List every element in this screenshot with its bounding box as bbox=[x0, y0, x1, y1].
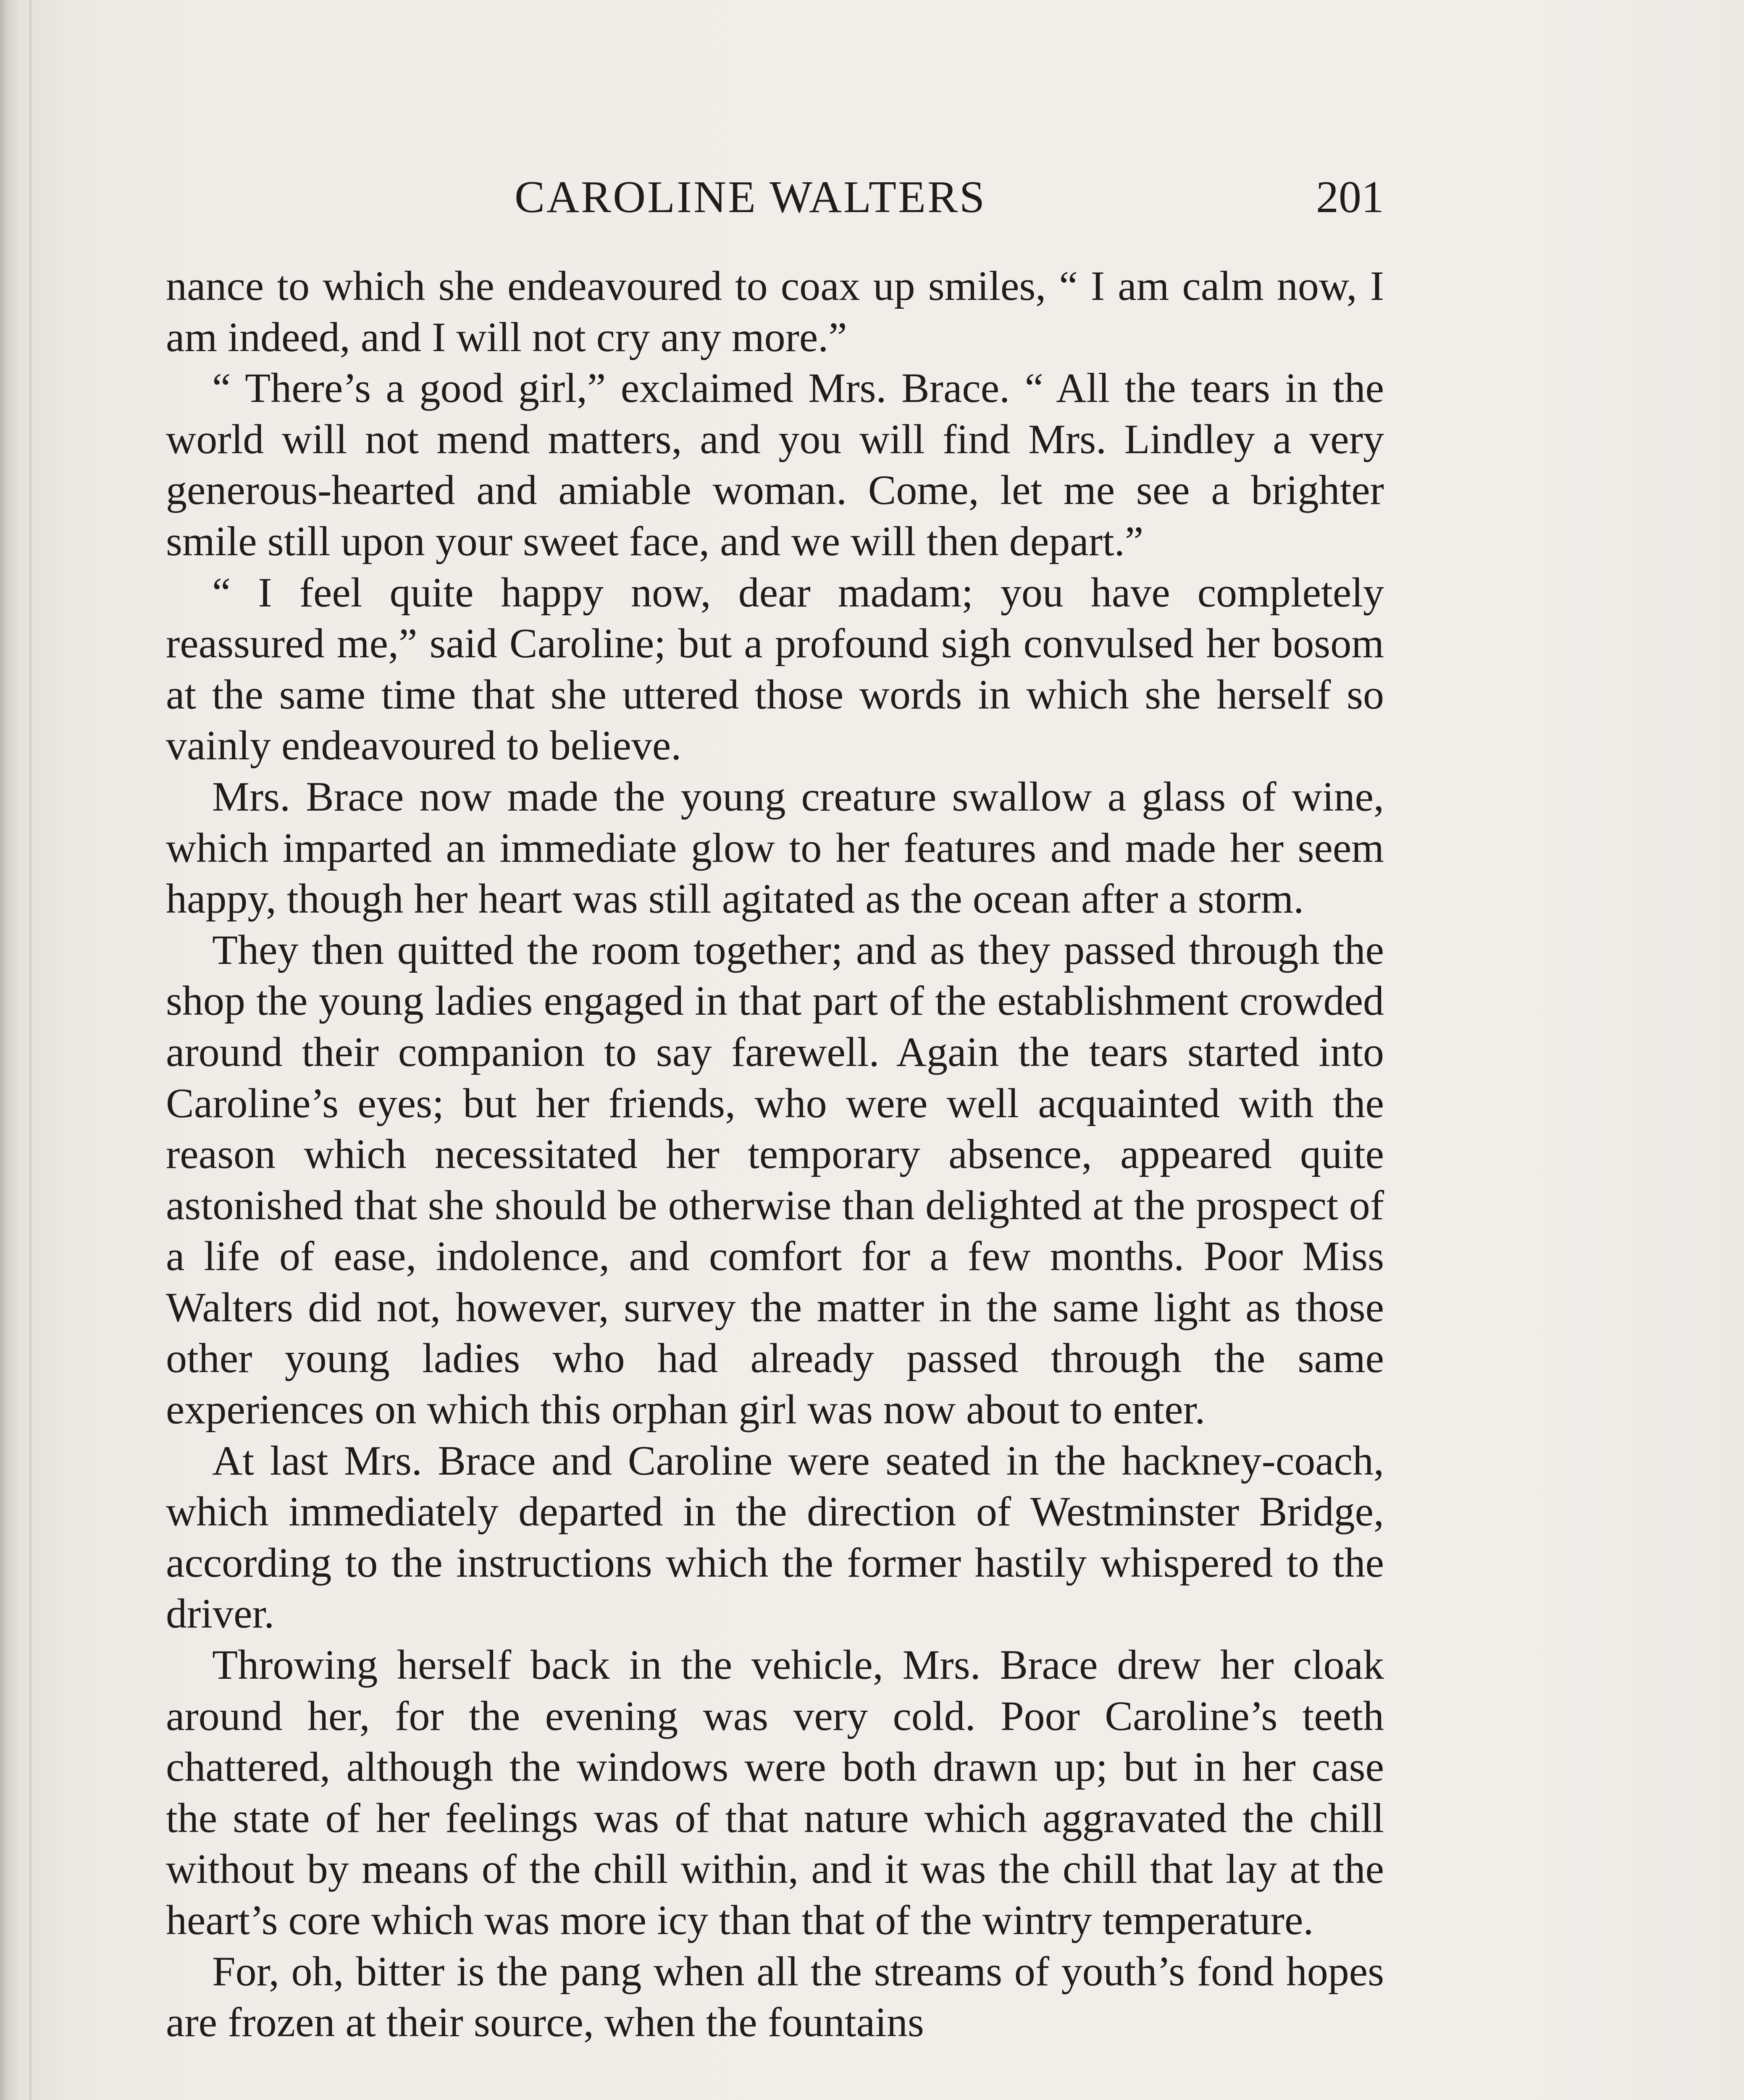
page-gutter-shadow bbox=[0, 0, 19, 2100]
running-head: CAROLINE WALTERS bbox=[515, 172, 987, 222]
paragraph: For, oh, bitter is the pang when all the streams of youth’s fond hopes are frozen at their source, when the fountains bbox=[166, 1948, 1384, 2046]
body-text bbox=[166, 260, 1384, 2048]
paragraph: nance to which she endeavoured to coax up smiles, “ I am calm now, I am indeed, and I will not cry any more.” bbox=[166, 262, 1384, 360]
paragraph: “ I feel quite happy now, dear madam; you have completely reassured me,” said Caroline; but a profound sigh convulsed her bosom at the same time that she uttered those words in which she herself so vainly endeavoured to believe. bbox=[166, 569, 1384, 769]
paragraph: Throwing herself back in the vehicle, Mrs. Brace drew her cloak around her, for the evening was very cold. Poor Caroline’s teeth chattered, although the windows were both drawn up; but in her case the state of her feelings was of that nature which aggravated the chill without by means of the chill within, and it was the chill that lay at the heart’s core which was more icy than that of the wintry temperature. bbox=[166, 1641, 1384, 1943]
paragraph: At last Mrs. Brace and Caroline were seated in the hackney-coach, which immediately departed in the direction of Westminster Bridge, according to the instructions which the former hastily whispered to the driver. bbox=[166, 1437, 1384, 1637]
paragraph: “ There’s a good girl,” exclaimed Mrs. Brace. “ All the tears in the world will not mend matters, and you will find Mrs. Lindley a very generous-hearted and amiable woman. Come, let me see a brighter smile still upon your sweet face, and we will then depart.” bbox=[166, 365, 1384, 564]
paragraph: Mrs. Brace now made the young creature swallow a glass of wine, which imparted an immediate glow to her features and made her seem happy, though her heart was still agitated as the ocean after a storm. bbox=[166, 773, 1384, 922]
gutter-fold-line bbox=[29, 0, 32, 2100]
page-number: 201 bbox=[1316, 172, 1384, 222]
page-header bbox=[166, 166, 1384, 229]
paragraph: They then quitted the room together; and as they passed through the shop the young ladies engaged in that part of the establishment crowded around their companion to say farewell. Again the tears started into Caroline’s eyes; but her friends, who were well acquainted with the reason which necessitated her temporary absence, appeared quite astonished that she should be otherwise than delighted at the prospect of a life of ease, indolence, and comfort for a few months. Poor Miss Walters did not, however, survey the matter in the same light as those other young ladies who had already passed through the same experiences on which this orphan girl was now about to enter. bbox=[166, 926, 1384, 1433]
